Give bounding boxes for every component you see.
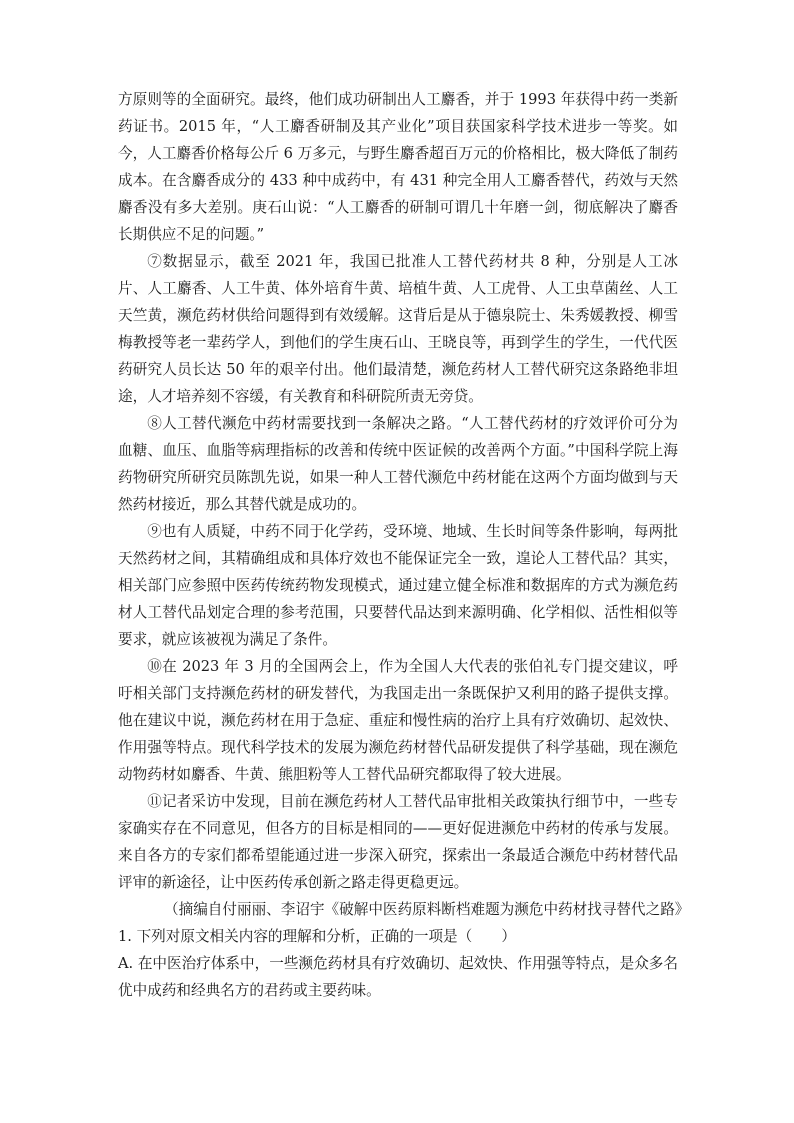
paragraph-continued: 方原则等的全面研究。最终，他们成功研制出人工麝香，并于 1993 年获得中药一类新药证书。2015 年，“人工麝香研制及其产业化”项目获国家科学技术进步一等奖。如今，人工麝香价格每公斤 6 万多元，与野生麝香超百万元的价格相比，极大降低了制药成本。在含麝香成分的 433 种中成药中，有 431 种完全用人工麝香替代，药效与天然麝香没有多大差别。庚石山说：“人工麝香的研制可谓几十年磨一剑，彻底解决了麝香长期供应不足的问题。” <box>118 91 678 243</box>
paragraph-9: ⑨也有人质疑，中药不同于化学药，受环境、地域、生长时间等条件影响，每两批天然药材之间，其精确组成和具体疗效也不能保证完全一致，遑论人工替代品？其实，相关部门应参照中医药传统药物发现模式，通过建立健全标准和数据库的方式为濒危药材人工替代品划定合理的参考范围，只要替代品达到来源明确、化学相似、活性相似等要求，就应该被视为满足了条件。 <box>118 523 678 648</box>
document-page <box>118 86 690 1004</box>
paragraph-8: ⑧人工替代濒危中药材需要找到一条解决之路。“人工替代药材的疗效评价可分为血糖、血压、血脂等病理指标的改善和传统中医证候的改善两个方面。”中国科学院上海药物研究所研究员陈凯先说，如果一种人工替代濒危中药材能在这两个方面均做到与天然药材接近，那么其替代就是成功的。 <box>118 415 678 513</box>
question-stem: 1. 下列对原文相关内容的理解和分析，正确的一项是（ ） <box>118 928 517 945</box>
source-citation: （摘编自付丽丽、李诏宇《破解中医药原料断档难题为濒危中药材找寻替代之路》 <box>164 901 690 918</box>
paragraph-7: ⑦数据显示，截至 2021 年，我国已批准人工替代药材共 8 种，分别是人工冰片、人工麝香、人工牛黄、体外培育牛黄、培植牛黄、人工虎骨、人工虫草菌丝、人工天竺黄，濒危药材供给问题得到有效缓解。这背后是从于德泉院士、朱秀媛教授、柳雪梅教授等老一辈药学人，到他们的学生庚石山、王晓良等，再到学生的学生，一代代医药研究人员长达 50 年的艰辛付出。他们最清楚，濒危药材人工替代研究这条路绝非坦途，人才培养刻不容缓，有关教育和科研院所责无旁贷。 <box>118 253 678 405</box>
option-a: A. 在中医治疗体系中，一些濒危药材具有疗效确切、起效快、作用强等特点，是众多名优中成药和经典名方的君药或主要药味。 <box>118 955 678 999</box>
paragraph-11: ⑪记者采访中发现，目前在濒危药材人工替代品审批相关政策执行细节中，一些专家确实存在不同意见，但各方的目标是相同的——更好促进濒危中药材的传承与发展。来自各方的专家们都希望能通过进一步深入研究，探索出一条最适合濒危中药材替代品评审的新途径，让中医药传承创新之路走得更稳更远。 <box>118 793 678 891</box>
paragraph-10: ⑩在 2023 年 3 月的全国两会上，作为全国人大代表的张伯礼专门提交建议，呼吁相关部门支持濒危药材的研发替代，为我国走出一条既保护又利用的路子提供支撑。他在建议中说，濒危药材在用于急症、重症和慢性病的治疗上具有疗效确切、起效快、作用强等特点。现代科学技术的发展为濒危药材替代品研发提供了科学基础，现在濒危动物药材如麝香、牛黄、熊胆粉等人工替代品研究都取得了较大进展。 <box>118 658 678 783</box>
